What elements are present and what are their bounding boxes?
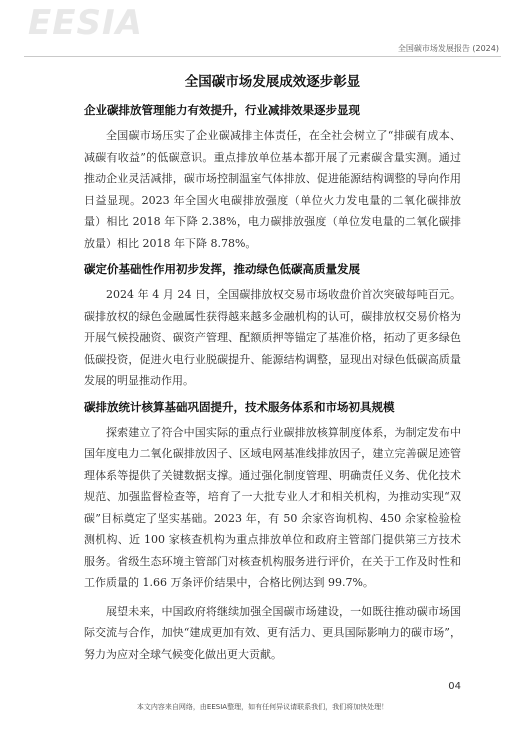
eesia-logo: EESIA <box>28 3 143 43</box>
section-1 <box>84 102 461 254</box>
report-title-header: 全国碳市场发展报告 (2024) <box>397 44 499 53</box>
section-heading: 企业碳排放管理能力有效提升，行业减排效果逐步显现 <box>84 103 360 117</box>
page-number: 04 <box>448 681 461 692</box>
section-heading: 碳排放统计核算基础巩固提升，技术服务体系和市场初具规模 <box>84 399 395 414</box>
paragraph: 2024 年 4 月 24 日，全国碳排放权交易市场收盘价首次突破每吨百元。碳排放权的绿色金融属性获得越来越多金融机构的认可，碳排放权交易价格为开展气候投融资、碳资产管理、配额质押等锚定了基准价格，拓动了更多绿色低碳投资，促进火电行业脱碳提升、能源结构调整，显现出对绿色低碳高质量发展的明显推动作用。 <box>84 288 461 387</box>
footer-disclaimer: 本文内容来自网络，由EESIA整理，如有任何异议请联系我们，我们将加快处理！ <box>136 703 389 711</box>
paragraph: 探索建立了符合中国实际的重点行业碳排放核算制度体系，为制定发布中国年度电力二氧化碳排放因子、区域电网基准线排放因子，建立完善碳足迹管理体系等提供了关键数据支撑。通过强化制度管理、明确责任义务、优化技术规范、加强监督检查等，培育了一大批专业人才和相关机构，为推动实现“双碳”目标奠定了坚实基础。2023 年，有 50 余家咨询机构、450 余家检验检测机构、近 100 家核查机构为重点排放单位和政府主管部门提供第三方技术服务。省级生态环境主管部门对核查机构服务进行评价，在关于工作及时性和工作质量的 1.66 万条评价结果中，合格比例达到 99.7%。 <box>84 425 461 589</box>
page-title: 全国碳市场发展成效逐步彰显 <box>184 74 361 90</box>
paragraph: 全国碳市场压实了企业碳减排主体责任，在全社会树立了“排碳有成本、减碳有收益”的低碳意识。重点排放单位基本都开展了元素碳含量实测。通过推动企业灵活减排，碳市场控制温室气体排放、促进能源结构调整的导向作用日益显现。2023 年全国火电碳排放强度（单位火力发电量的二氧化碳排放量）相比 2018 年下降 2.38%，电力碳排放强度（单位发电量的二氧化碳排放量）相比 2018 年下降 8.78%。 <box>84 129 461 250</box>
paragraph: 展望未来，中国政府将继续加强全国碳市场建设，一如既往推动碳市场国际交流与合作，加快“建成更加有效、更有活力、更具国际影响力的碳市场”，努力为应对全球气候变化做出更大贡献。 <box>84 604 461 661</box>
section-2 <box>84 261 461 392</box>
page-content <box>84 62 461 672</box>
section-heading: 碳定价基础性作用初步发挥，推动绿色低碳高质量发展 <box>84 262 360 276</box>
header-divider <box>24 56 501 57</box>
section-3 <box>84 399 461 666</box>
